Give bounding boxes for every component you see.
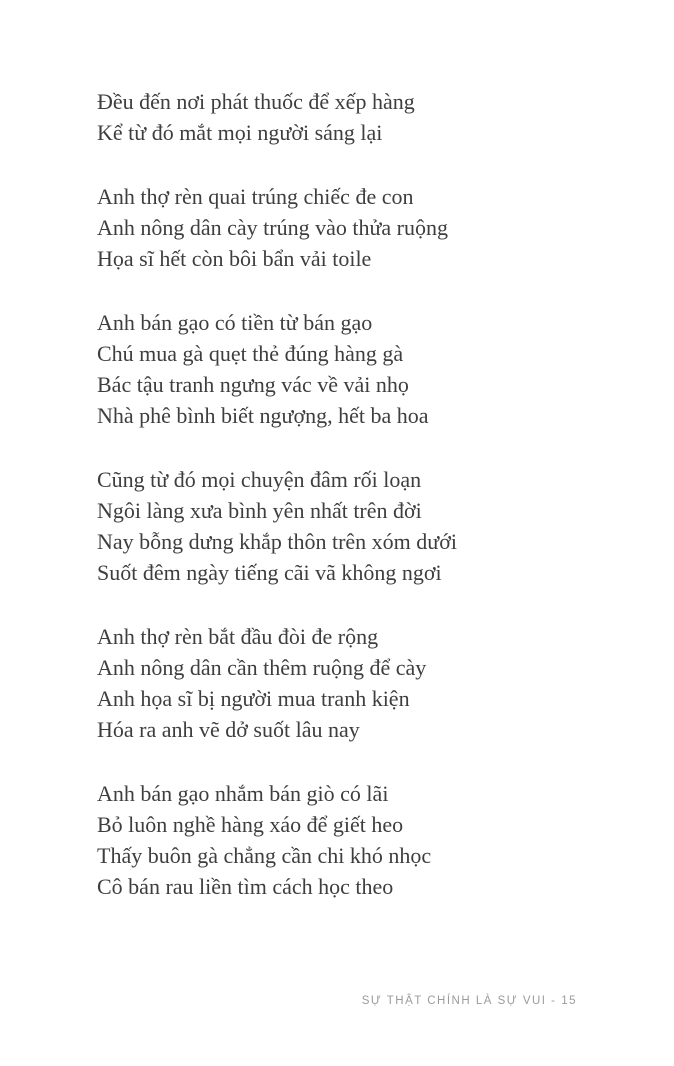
stanza <box>97 181 634 274</box>
poem-line: Anh thợ rèn bắt đầu đòi đe rộng <box>97 624 379 649</box>
poem-line: Hóa ra anh vẽ dở suốt lâu nay <box>97 717 360 742</box>
page-footer <box>362 995 577 1007</box>
stanza <box>97 778 634 902</box>
poem-line: Kể từ đó mắt mọi người sáng lại <box>97 120 383 145</box>
poem-line: Anh họa sĩ bị người mua tranh kiện <box>97 686 410 711</box>
poem-line: Ngôi làng xưa bình yên nhất trên đời <box>97 498 422 523</box>
poem-line: Bỏ luôn nghề hàng xáo để giết heo <box>97 812 404 837</box>
poem-line: Cũng từ đó mọi chuyện đâm rối loạn <box>97 467 422 492</box>
poem-line: Bác tậu tranh ngưng vác về vải nhọ <box>97 372 409 397</box>
running-title: SỰ THẬT CHÍNH LÀ SỰ VUI - 15 <box>361 995 577 1007</box>
stanza <box>97 464 634 588</box>
poem-line: Suốt đêm ngày tiếng cãi vã không ngơi <box>97 560 442 585</box>
poem-line: Chú mua gà quẹt thẻ đúng hàng gà <box>97 341 404 366</box>
poem-line: Cô bán rau liền tìm cách học theo <box>97 874 394 899</box>
stanza <box>97 621 634 745</box>
stanza <box>97 307 634 431</box>
poem-line: Anh bán gạo nhắm bán giò có lãi <box>97 781 389 806</box>
poem-line: Họa sĩ hết còn bôi bẩn vải toile <box>97 246 372 271</box>
poem-line: Anh thợ rèn quai trúng chiếc đe con <box>97 184 414 209</box>
poem-text <box>97 86 634 935</box>
poem-line: Anh bán gạo có tiền từ bán gạo <box>97 310 373 335</box>
poem-line: Nhà phê bình biết ngượng, hết ba hoa <box>97 403 429 428</box>
poem-line: Nay bỗng dưng khắp thôn trên xóm dưới <box>97 529 457 554</box>
poem-line: Thấy buôn gà chẳng cần chi khó nhọc <box>97 843 432 868</box>
poem-line: Đều đến nơi phát thuốc để xếp hàng <box>97 89 415 114</box>
poem-line: Anh nông dân cần thêm ruộng để cày <box>97 655 427 680</box>
stanza <box>97 86 634 148</box>
poem-line: Anh nông dân cày trúng vào thửa ruộng <box>97 215 449 240</box>
